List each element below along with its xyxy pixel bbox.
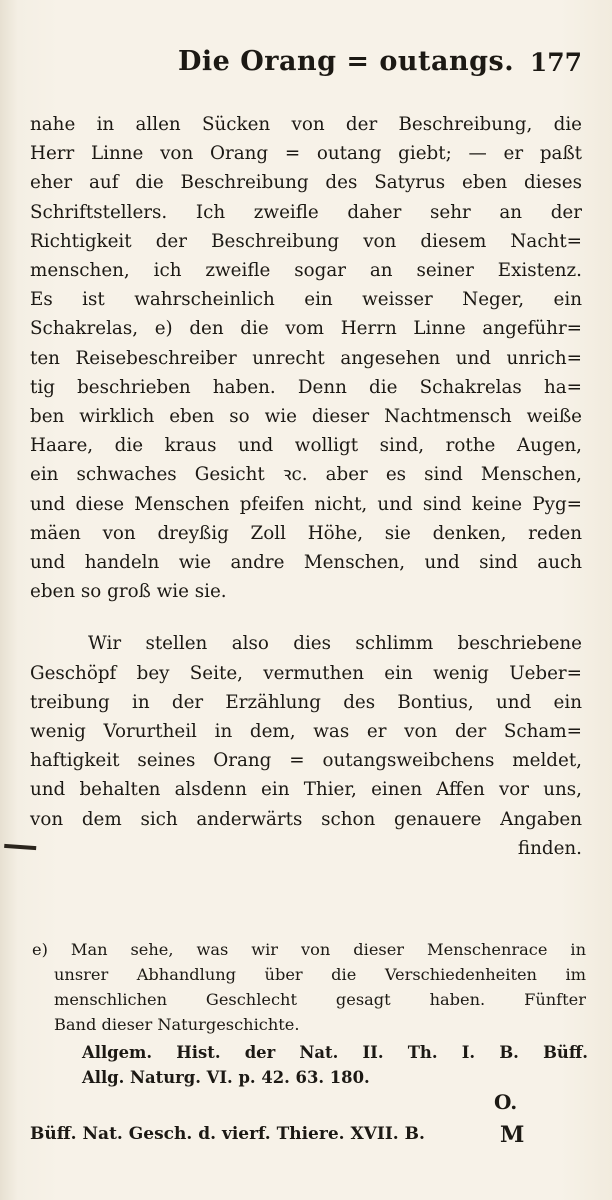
- paragraph-1: [30, 110, 582, 606]
- main-text: [30, 110, 582, 863]
- text-line: von dem sich anderwärts schon genauere Angaben: [30, 808, 582, 830]
- footnote-line: e) Man sehe, was wir von dieser Menschenrace in: [32, 940, 586, 959]
- reference-line: Allgem. Hist. der Nat. II. Th. I. B. Büff.: [82, 1043, 588, 1062]
- text-line: haftigkeit seines Orang = outangsweibchens meldet,: [30, 750, 582, 772]
- text-line: eher auf die Beschreibung des Satyrus eben dieses: [30, 172, 582, 194]
- reference-line: Allg. Naturg. VI. p. 42. 63. 180.: [82, 1068, 370, 1087]
- page-header: [28, 44, 588, 84]
- text-line: ein schwaches Gesicht ꝛc. aber es sind Menschen,: [30, 464, 582, 486]
- imprint-line: Büff. Nat. Gesch. d. vierf. Thiere. XVII. B.: [30, 1124, 425, 1144]
- text-line: und handeln wie andre Menschen, und sind auch: [30, 552, 582, 574]
- text-line: Herr Linne von Orang = outang giebt; — er paßt: [30, 143, 582, 165]
- footnote-line: menschlichen Geschlecht gesagt haben. Fünfter: [54, 990, 586, 1009]
- text-line: eben so groß wie sie.: [30, 581, 227, 603]
- text-line: Schakrelas, e) den die vom Herrn Linne angeführ=: [30, 318, 582, 340]
- text-line: und diese Menschen pfeifen nicht, und sind keine Pyg=: [30, 493, 582, 515]
- text-line: Geschöpf bey Seite, vermuthen ein wenig Ueber=: [30, 662, 582, 684]
- text-line: Haare, die kraus und wolligt sind, rothe Augen,: [30, 435, 582, 457]
- page-number: 177: [529, 48, 582, 77]
- running-head: Die Orang = outangs.: [178, 46, 515, 77]
- text-line: und behalten alsdenn ein Thier, einen Affen vor uns,: [30, 779, 582, 801]
- footnote-line: Band dieser Naturgeschichte.: [54, 1015, 300, 1034]
- text-line: menschen, ich zweifle sogar an seiner Existenz.: [30, 260, 582, 282]
- references: [82, 1040, 588, 1090]
- text-line: Richtigkeit der Beschreibung von diesem Nacht=: [30, 230, 582, 252]
- text-line: Wir stellen also dies schlimm beschriebene: [88, 633, 582, 655]
- text-line: finden.: [517, 837, 582, 859]
- text-line: nahe in allen Sücken von der Beschreibung, die: [30, 114, 582, 135]
- gathering-signature: M: [500, 1122, 525, 1148]
- margin-mark: [4, 844, 37, 856]
- footnote: [32, 937, 586, 1037]
- text-line: wenig Vorurtheil in dem, was er von der Scham=: [30, 721, 582, 743]
- footnote-line: unsrer Abhandlung über die Verschiedenheiten im: [54, 965, 586, 984]
- text-line: ben wirklich eben so wie dieser Nachtmensch weiße: [30, 406, 582, 428]
- text-line: Es ist wahrscheinlich ein weisser Neger, ein: [30, 289, 582, 311]
- text-line: treibung in der Erzählung des Bontius, und ein: [30, 691, 582, 713]
- text-line: tig beschrieben haben. Denn die Schakrelas ha=: [30, 376, 582, 398]
- text-line: Schriftstellers. Ich zweifle daher sehr an der: [30, 201, 582, 223]
- paragraph-2: [30, 629, 582, 863]
- page-footer: [30, 1124, 590, 1154]
- text-line: ten Reisebeschreiber unrecht angesehen und unrich=: [30, 347, 582, 369]
- signature-mark: O.: [494, 1090, 518, 1114]
- text-line: mäen von dreyßig Zoll Höhe, sie denken, reden: [30, 522, 582, 544]
